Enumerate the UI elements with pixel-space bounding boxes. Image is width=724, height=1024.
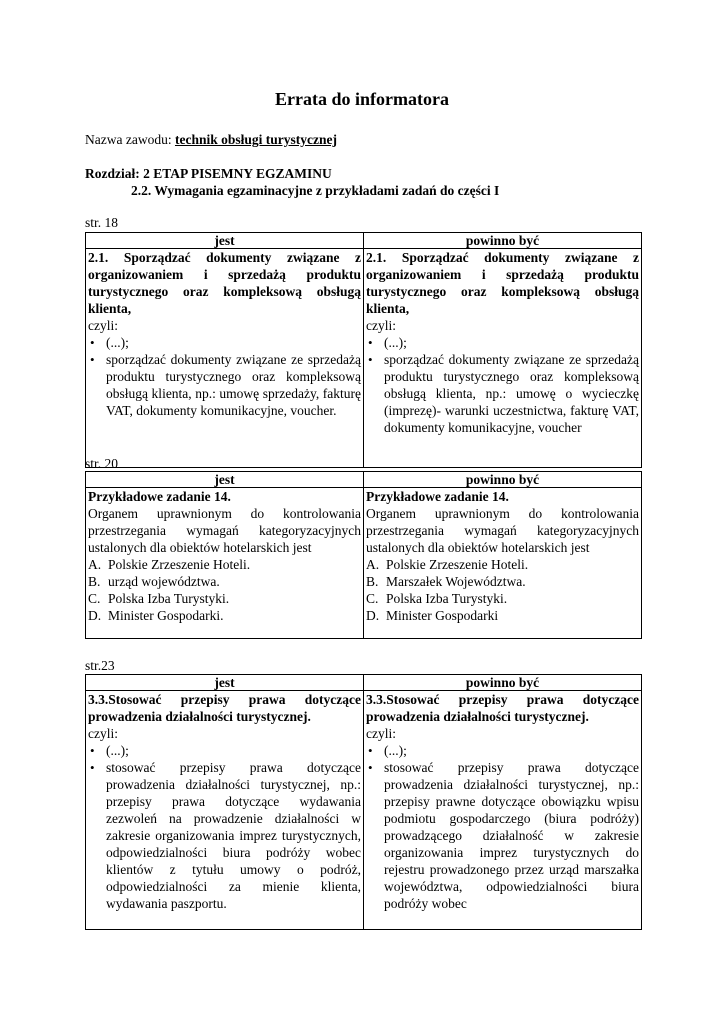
option-letter: D. [88, 608, 102, 623]
corrected-text-cell [364, 249, 642, 468]
current-text-cell [86, 249, 364, 468]
bullet-list [366, 742, 639, 912]
chapter-subtitle: 2.2. Wymagania egzaminacyjne z przykładami zadań do części I [131, 183, 500, 198]
chapter-title: Rozdział: 2 ETAP PISEMNY EGZAMINU [85, 166, 332, 181]
list-item: • stosować przepisy prawa dotyczące prowadzenia działalności turystycznej, np.: przepisy prawne dotyczące obowiązku wpisu podmiotu gospodarczego (biura podróży) prowadzącego działalność w zakresie organizowania imprez turystycznych do rejestru prowadzonego przez urząd marszałka województwa, odpowiedzialności biura podróży wobec [366, 759, 639, 912]
task-question: Organem uprawnionym do kontrolowania przestrzegania wymagań kategoryzacyjnych ustalonych dla obiektów hotelarskich jest [366, 506, 639, 555]
column-header-corrected: powinno być [364, 233, 642, 249]
list-item: • sporządzać dokumenty związane ze sprzedażą produktu turystycznego oraz kompleksową obsługą klienta, np.: umowę o wycieczkę (imprezę)- warunki uczestnictwa, fakturę VAT, dokumenty komunikacyjne, voucher [366, 351, 639, 436]
intro-text: czyli: [366, 726, 396, 741]
list-item: • (...); [366, 334, 639, 351]
page-reference: str. 20 [85, 456, 119, 471]
errata-table [85, 674, 642, 930]
profession-value: technik obsługi turystycznej [174, 132, 337, 147]
profession-label: Nazwa zawodu: [85, 132, 172, 147]
intro-text: czyli: [366, 318, 396, 333]
page-reference: str. 18 [85, 215, 119, 230]
list-item: • sporządzać dokumenty związane ze sprzedażą produktu turystycznego oraz kompleksową obsługą klienta, np.: umowę sprzedaży, fakturę VAT, dokumenty komunikacyjne, voucher. [88, 351, 361, 419]
bullet-list [88, 334, 361, 419]
task-heading: Przykładowe zadanie 14. [88, 489, 231, 504]
errata-table [85, 232, 642, 468]
answer-option [366, 590, 639, 607]
requirement-heading: 2.1. Sporządzać dokumenty związane z organizowaniem i sprzedażą produktu turystycznego oraz kompleksową obsługą klienta, [88, 250, 361, 316]
option-text: Polskie Zrzeszenie Hoteli. [386, 557, 529, 572]
column-header-corrected: powinno być [364, 472, 642, 488]
corrected-text-cell [364, 691, 642, 930]
option-letter: A. [88, 557, 102, 572]
profession-line [85, 131, 337, 148]
option-letter: C. [366, 591, 379, 606]
document-title: Errata do informatora [275, 89, 449, 109]
option-text: Marszałek Województwa. [386, 574, 526, 589]
option-text: Minister Gospodarki [386, 608, 499, 623]
task-heading: Przykładowe zadanie 14. [366, 489, 509, 504]
answer-options [366, 556, 639, 624]
option-letter: A. [366, 557, 380, 572]
list-item: • (...); [88, 334, 361, 351]
option-letter: B. [366, 574, 379, 589]
current-text-cell [86, 691, 364, 930]
option-letter: C. [88, 591, 101, 606]
requirement-heading: 2.1. Sporządzać dokumenty związane z organizowaniem i sprzedażą produktu turystycznego oraz kompleksową obsługą klienta, [366, 250, 639, 316]
current-text-cell [86, 488, 364, 639]
option-text: Polska Izba Turystyki. [108, 591, 230, 606]
answer-option [88, 556, 361, 573]
corrected-text-cell [364, 488, 642, 639]
answer-option [366, 573, 639, 590]
intro-text: czyli: [88, 318, 118, 333]
option-letter: B. [88, 574, 101, 589]
column-header-current: jest [86, 675, 364, 691]
answer-option [88, 573, 361, 590]
list-item: • (...); [366, 742, 639, 759]
page-reference: str.23 [85, 658, 115, 673]
option-text: urząd województwa. [108, 574, 220, 589]
column-header-current: jest [86, 233, 364, 249]
list-item: • (...); [88, 742, 361, 759]
answer-option [88, 607, 361, 624]
option-text: Minister Gospodarki. [108, 608, 224, 623]
answer-option [366, 607, 639, 624]
option-letter: D. [366, 608, 380, 623]
answer-option [88, 590, 361, 607]
column-header-corrected: powinno być [364, 675, 642, 691]
requirement-heading: 3.3.Stosować przepisy prawa dotyczące prowadzenia działalności turystycznej. [366, 692, 639, 724]
bullet-list [88, 742, 361, 912]
errata-table [85, 471, 642, 639]
option-text: Polska Izba Turystyki. [386, 591, 508, 606]
task-question: Organem uprawnionym do kontrolowania przestrzegania wymagań kategoryzacyjnych ustalonych dla obiektów hotelarskich jest [88, 506, 361, 555]
requirement-heading: 3.3.Stosować przepisy prawa dotyczące prowadzenia działalności turystycznej. [88, 692, 361, 724]
list-item: • stosować przepisy prawa dotyczące prowadzenia działalności turystycznej, np.: przepisy prawa dotyczące wydawania zezwoleń na prowadzenie działalności w zakresie organizowania imprez turystycznych, odpowiedzialności biura podróży wobec klientów z tytułu umowy o podróż, odpowiedzialności za mienie klienta, wydawania paszportu. [88, 759, 361, 912]
option-text: Polskie Zrzeszenie Hoteli. [108, 557, 251, 572]
intro-text: czyli: [88, 726, 118, 741]
answer-option [366, 556, 639, 573]
column-header-current: jest [86, 472, 364, 488]
bullet-list [366, 334, 639, 436]
answer-options [88, 556, 361, 624]
